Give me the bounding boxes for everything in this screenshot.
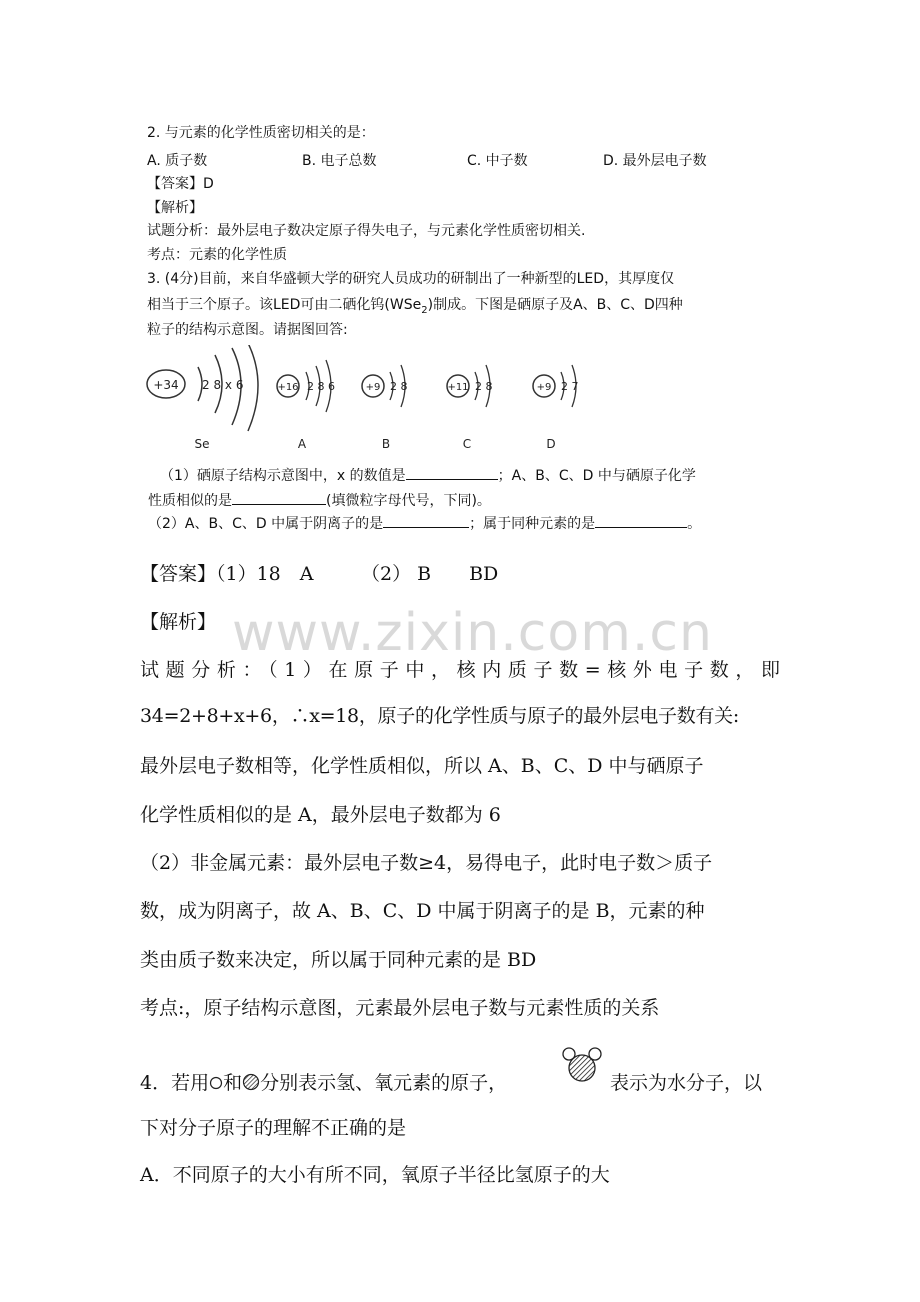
q2-analysis: 试题分析：最外层电子数决定原子得失电子，与元素化学性质密切相关.: [147, 223, 586, 239]
q4-line1-part1: 4．若用: [140, 1072, 210, 1094]
q2-stem: 2. 与元素的化学性质密切相关的是：: [147, 125, 375, 141]
q3-analysis-label: 【解析】: [140, 611, 217, 633]
oxygen-atom-icon: [242, 1073, 260, 1091]
atom-a-label: A: [297, 437, 307, 451]
q2-point: 考点：元素的化学性质: [147, 247, 287, 263]
atom-se-electrons: 2 8 x 6: [202, 378, 244, 392]
q2-option-a: A. 质子数: [147, 153, 208, 169]
q3-sub1-part4: (填微粒字母代号，下同)。: [326, 493, 491, 509]
q3-sub1-line2: [148, 490, 491, 510]
atom-b-electrons: 2 8: [390, 380, 408, 393]
q3-sub1-line1: [160, 465, 696, 485]
atom-d-electrons: 2 7: [561, 380, 579, 393]
atom-d-label: D: [546, 437, 556, 451]
q3-line2-part2: )制成。下图是硒原子及A、B、C、D四种: [427, 297, 683, 313]
q3-blank-anion: [383, 513, 469, 528]
q2-option-c: C. 中子数: [467, 153, 528, 169]
q3-blank-similar: [232, 490, 326, 505]
q3-analysis-line-3: 最外层电子数相等，化学性质相似，所以 A、B、C、D 中与硒原子: [140, 755, 704, 777]
q3-sub1-part3: 性质相似的是: [148, 493, 232, 509]
water-molecule-icon: [560, 1045, 604, 1085]
q2-answer: 【答案】D: [147, 176, 214, 192]
q3-answer: 【答案】（1）18 A （2） B BD: [140, 563, 499, 585]
q3-analysis-line-4: 化学性质相似的是 A，最外层电子数都为 6: [140, 804, 501, 826]
atom-c-nucleus: +11: [447, 382, 469, 393]
q3-line2-part1: 相当于三个原子。该LED可由二硒化钨(WSe: [147, 297, 422, 313]
atom-se: [147, 345, 258, 451]
q3-sub2-part3: 。: [687, 516, 702, 532]
q3-sub1-part2: ；A、B、C、D 中与硒原子化学: [497, 468, 696, 484]
q3-sub2-part1: （2）A、B、C、D 中属于阴离子的是: [148, 516, 384, 532]
q3-sub2-line: [148, 513, 701, 533]
q3-analysis-line-7: 类由质子数来决定，所以属于同种元素的是 BD: [140, 949, 537, 971]
atom-b-nucleus: +9: [365, 382, 381, 393]
q3-sub2-part2: ；属于同种元素的是: [469, 516, 596, 532]
atom-se-nucleus: +34: [153, 378, 179, 392]
q3-sub1-part1: （1）硒原子结构示意图中，x 的数值是: [160, 468, 406, 484]
q2-analysis-label: 【解析】: [147, 200, 203, 216]
q3-line3: 粒子的结构示意图。请据图回答:: [147, 322, 348, 338]
atom-b-label: B: [381, 437, 391, 451]
q4-option-a: A．不同原子的大小有所不同，氧原子半径比氢原子的大: [140, 1164, 610, 1186]
q3-analysis-line-8: 考点:，原子结构示意图，元素最外层电子数与元素性质的关系: [140, 997, 660, 1019]
q3-line2: [147, 296, 683, 320]
hydrogen-atom-icon: [209, 1076, 223, 1090]
atom-d-nucleus: +9: [536, 382, 552, 393]
q3-analysis-line-5: （2）非金属元素：最外层电子数≥4，易得电子，此时电子数＞质子: [140, 852, 713, 874]
q4-line1: [140, 1068, 507, 1095]
q4-line1-part2: 和: [223, 1072, 243, 1094]
q4-line1-tail: 表示为水分子，以: [610, 1072, 763, 1094]
q4-line2: 下对分子原子的理解不正确的是: [140, 1117, 407, 1139]
atom-d: [533, 365, 579, 451]
atom-c-electrons: 2 8: [475, 380, 493, 393]
q4-line1-part3: 分别表示氢、氧元素的原子，: [260, 1072, 508, 1094]
q3-line2-subscript: 2: [421, 304, 428, 316]
atom-structure-figure: [140, 345, 590, 460]
atom-c-label: C: [462, 437, 472, 451]
atom-c: [447, 365, 493, 451]
watermark: www.zixin.com.cn: [232, 603, 713, 663]
q3-analysis-line-6: 数，成为阴离子，故 A、B、C、D 中属于阴离子的是 B，元素的种: [140, 900, 705, 922]
atom-se-label: Se: [194, 437, 210, 451]
q2-option-b: B. 电子总数: [302, 153, 377, 169]
q2-option-d: D. 最外层电子数: [603, 153, 707, 169]
q3-analysis-line-2: 34=2+8+x+6，∴x=18，原子的化学性质与原子的最外层电子数有关:: [140, 705, 739, 727]
q3-blank-x: [406, 465, 498, 480]
atom-a-electrons: 2 8 6: [307, 380, 335, 393]
q3-blank-same-element: [595, 513, 687, 528]
atom-b: [362, 365, 408, 451]
atom-a-nucleus: +16: [277, 382, 299, 393]
q3-line1: 3. (4分)目前，来自华盛顿大学的研究人员成功的研制出了一种新型的LED，其厚度仅: [147, 271, 675, 287]
atom-a: [277, 360, 335, 451]
q3-analysis-line-1: 试题分析：（1）在原子中，核内质子数=核外电子数，即: [140, 659, 780, 681]
